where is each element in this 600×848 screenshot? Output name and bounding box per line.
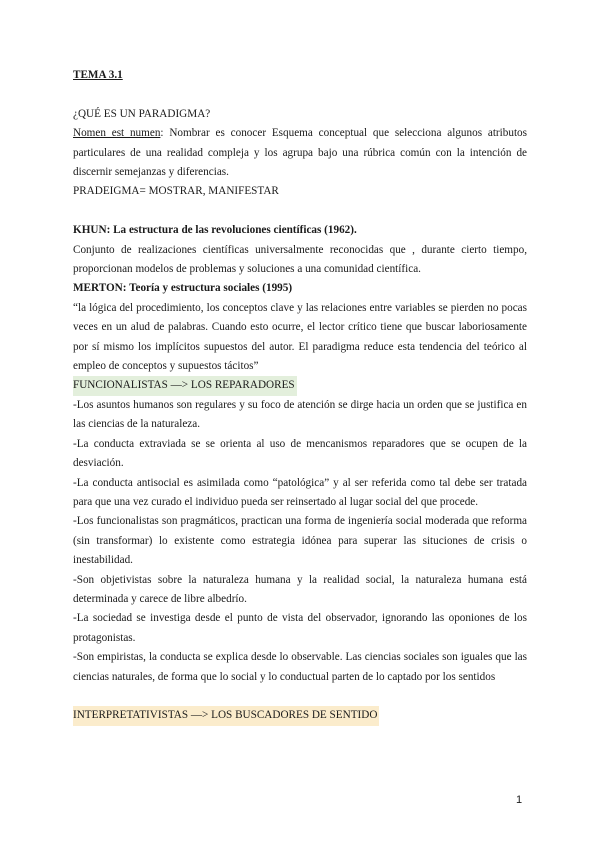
section-title: TEMA 3.1: [73, 69, 123, 81]
interpretativistas-heading: INTERPRETATIVISTAS —> LOS BUSCADORES DE SENTIDO: [73, 706, 379, 725]
nomen-text: : Nombrar es conocer Esquema conceptual que selecciona algunos atributos particulares de una realidad compleja y los agrupa bajo una rúbrica común con la intención de discernir semejanzas y diferencias.: [73, 127, 528, 179]
list-item: -Los funcionalistas son pragmáticos, practican una forma de ingeniería social moderada que reforma (sin transformar) lo existente como estrategia idónea para superar las situciones de crisis o inestabilidad.: [73, 515, 527, 567]
list-item: -La conducta antisocial es asimilada como “patológica” y al ser referida como tal debe ser tratada para que una vez curado el individuo pueda ser reinsertado al lugar social del que procede.: [73, 476, 527, 508]
question-heading: ¿QUÉ ES UN PARADIGMA?: [73, 107, 211, 120]
merton-quote: “la lógica del procedimiento, los conceptos clave y las relaciones entre variables se pierden no pocas veces en un alud de palabras. Cuando esto ocurre, el lector crítico tiene que buscar laboriosamente por sí mismo los implícitos supuestos del autor. El paradigma reduce esta tendencia del teórico al empleo de conceptos y supuestos tácitos”: [73, 301, 527, 373]
list-item: -Son empiristas, la conducta se explica desde lo observable. Las ciencias sociales son iguales que las ciencias naturales, de forma que lo social y lo conductual parten de lo captado por los sentidos: [73, 651, 527, 683]
merton-heading: MERTON: Teoría y estructura sociales (1995): [73, 282, 293, 295]
nomen-paragraph: [73, 124, 527, 182]
nomen-label: Nomen est numen: [73, 127, 161, 140]
list-item: -La sociedad se investiga desde el punto de vista del observador, ignorando las oponiones de los protagonistas.: [73, 612, 527, 644]
pradeigma-line: PRADEIGMA= MOSTRAR, MANIFESTAR: [73, 185, 279, 198]
khun-heading: KHUN: La estructura de las revoluciones científicas (1962).: [73, 224, 357, 237]
funcionalistas-heading: FUNCIONALISTAS —> LOS REPARADORES: [73, 376, 297, 395]
funcionalistas-heading-line: [73, 376, 527, 395]
page-number: 1: [516, 794, 523, 806]
khun-text: Conjunto de realizaciones científicas universalmente reconocidas que , durante cierto tiempo, proporcionan modelos de problemas y soluciones a una comunidad científica.: [73, 243, 527, 276]
list-item: -Son objetivistas sobre la naturaleza humana y la realidad social, la naturaleza humana está determinada y carece de libre albedrío.: [73, 573, 527, 605]
interpretativistas-heading-line: [73, 706, 527, 725]
document-body: [73, 66, 527, 726]
list-item: -Los asuntos humanos son regulares y su foco de atención se dirge hacia un orden que se justifica en las ciencias de la naturaleza.: [73, 398, 527, 431]
list-item: -La conducta extraviada se se orienta al uso de mencanismos reparadores que se ocupen de la desviación.: [73, 437, 527, 470]
